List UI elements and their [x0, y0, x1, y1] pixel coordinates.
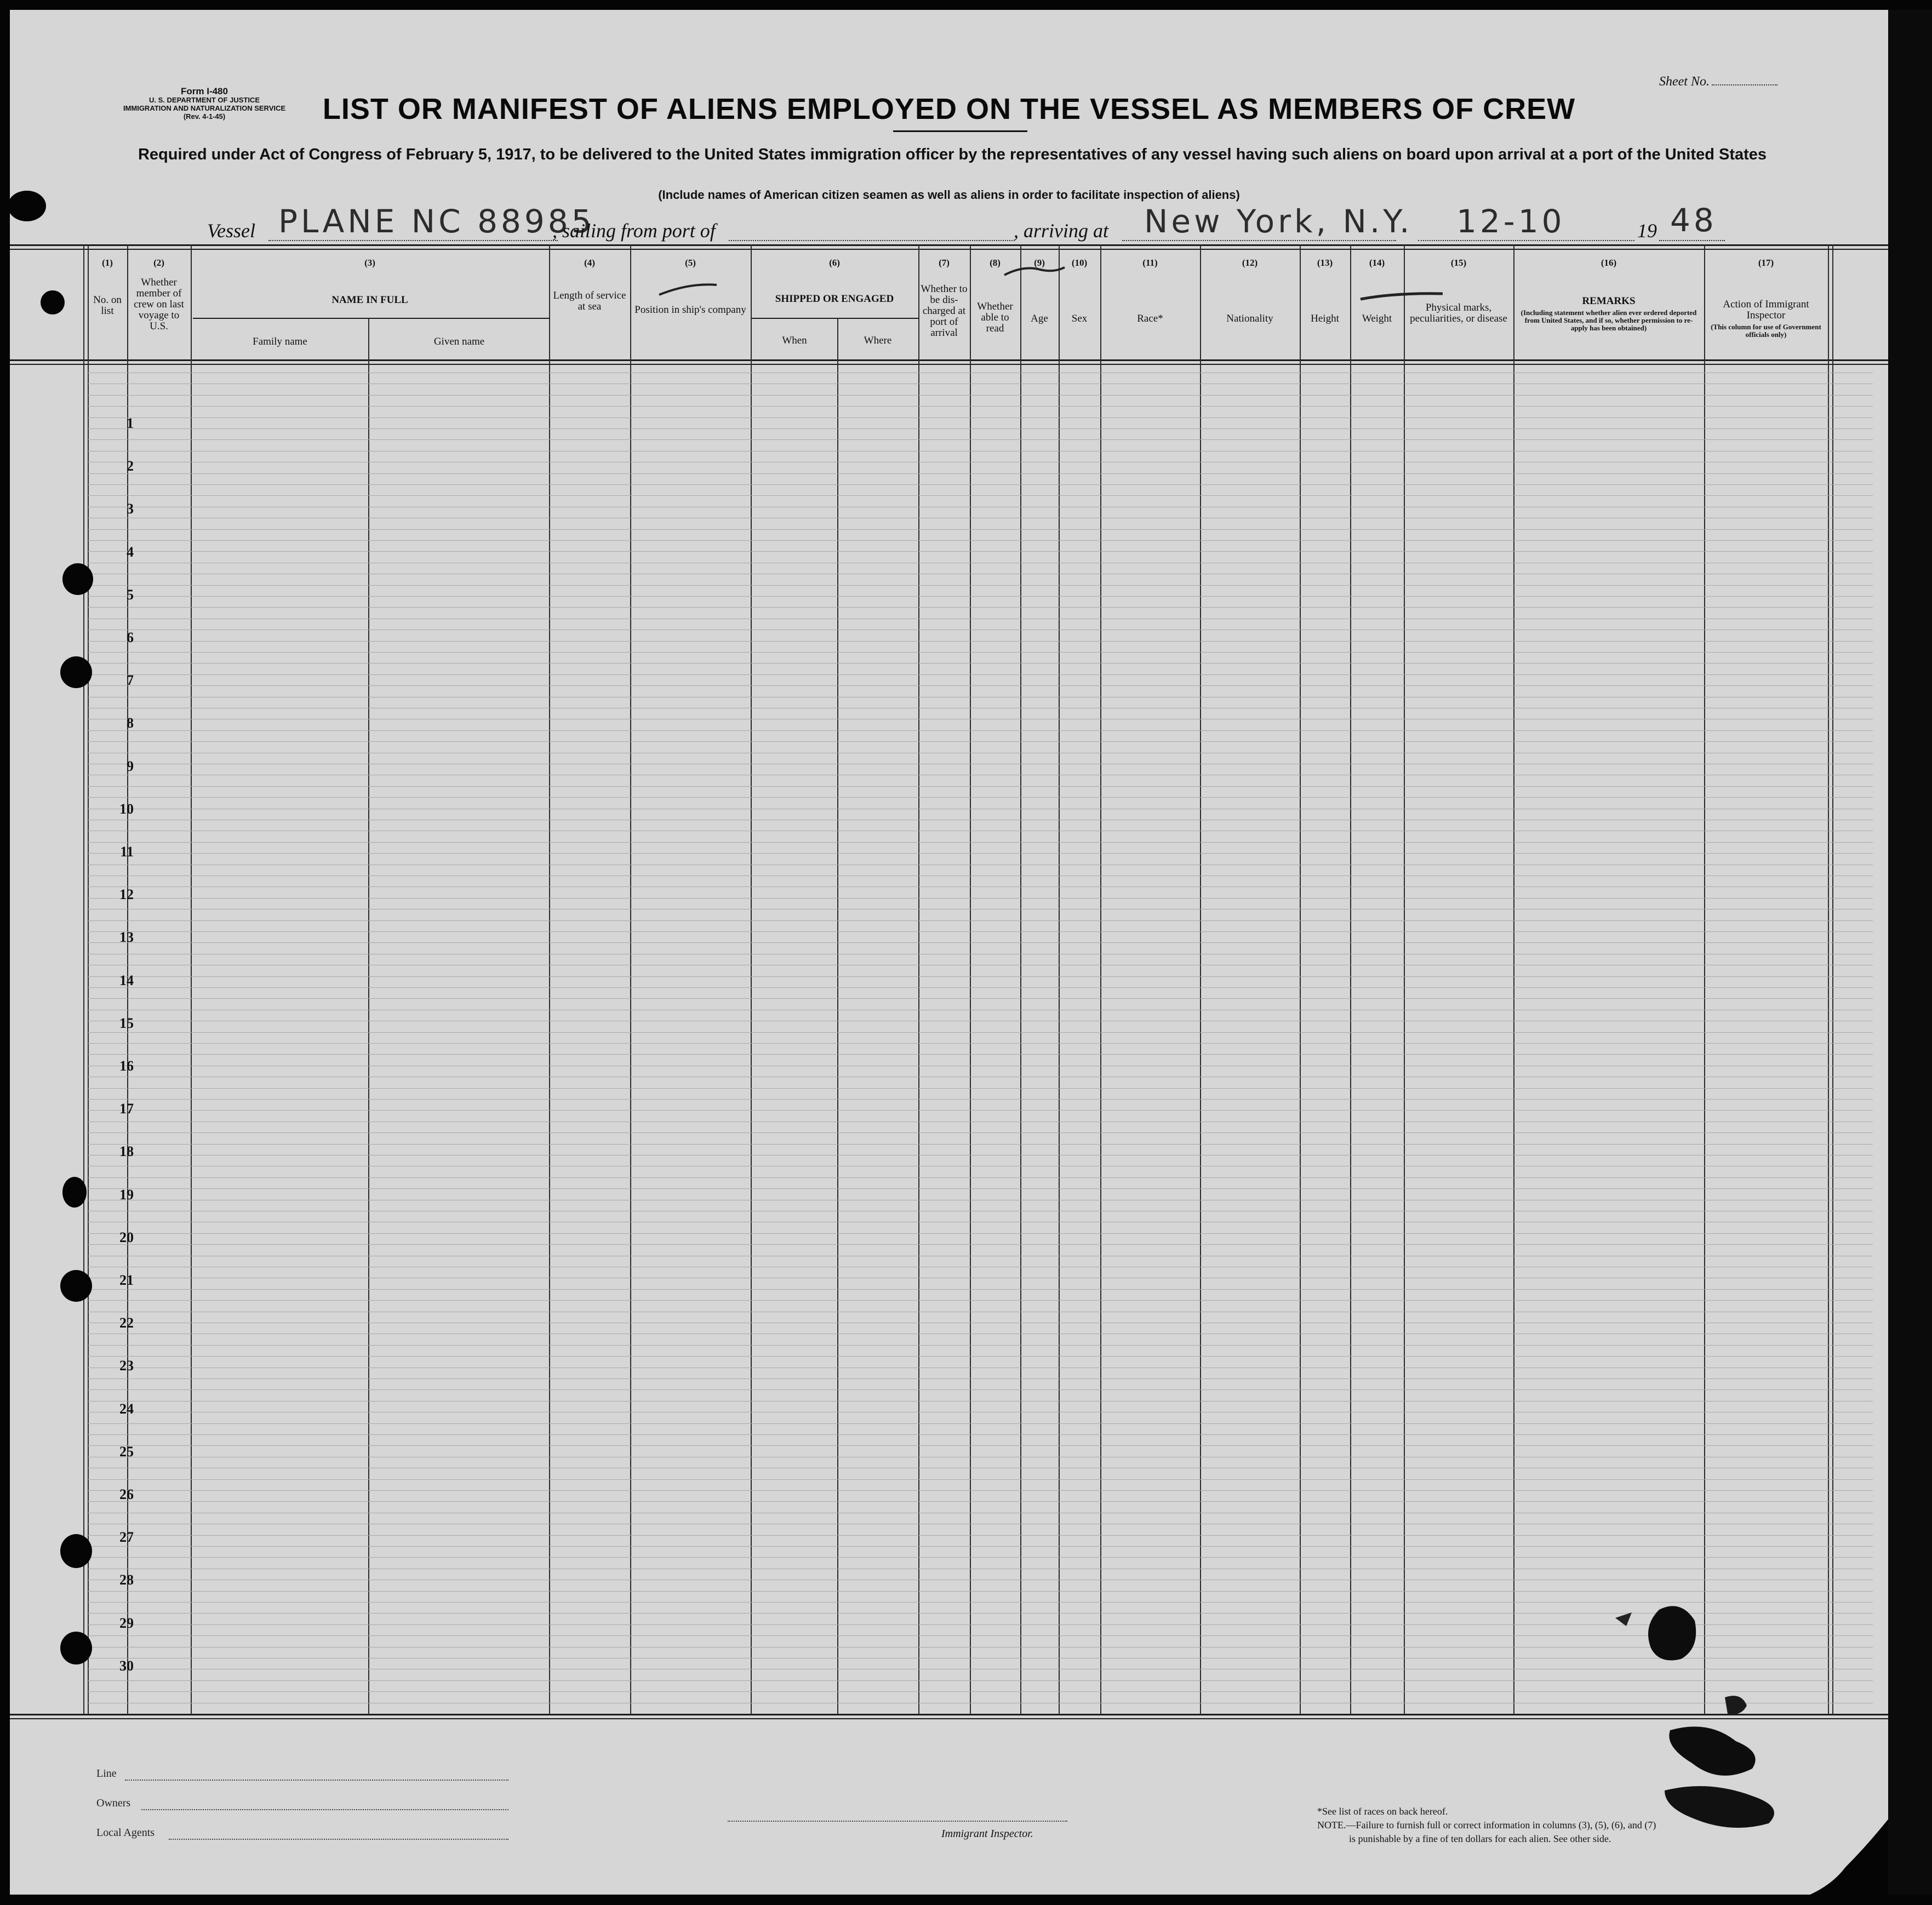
ruled-line [87, 1434, 1873, 1435]
col-line-9 [1059, 244, 1060, 1715]
col-line-8 [1020, 244, 1021, 1715]
header-family-name: Family name [253, 336, 307, 347]
ruled-line [87, 607, 1873, 608]
col-line-14 [1404, 244, 1405, 1715]
header-physical-marks: Physical marks, peculiarities, or disease [1410, 302, 1507, 324]
penalty-note-line-1: NOTE.—Failure to furnish full or correct information in columns (3), (5), (6), and (7) [1317, 1820, 1656, 1830]
punch-hole [41, 290, 65, 314]
row-number: 16 [119, 1058, 134, 1074]
owners-label: Owners [96, 1797, 131, 1809]
row-number: 5 [127, 586, 134, 603]
ruled-line [87, 1032, 1873, 1033]
col-line-17b [1832, 244, 1833, 1715]
ruled-line [87, 1490, 1873, 1491]
year-line [1659, 240, 1725, 241]
local-agents-label: Local Agents [96, 1827, 155, 1839]
inspector-signature-line[interactable] [728, 1821, 1067, 1822]
vessel-name-line [268, 240, 558, 241]
form-number: Form I-480 [181, 86, 228, 96]
col-line-6a [837, 318, 838, 1715]
ruled-line [87, 685, 1873, 686]
punch-hole [60, 1534, 92, 1568]
ruled-line [87, 853, 1873, 854]
row-number: 29 [119, 1615, 134, 1631]
shipped-subheader-rule [751, 318, 918, 319]
row-number: 1 [127, 415, 134, 431]
punch-hole [60, 1270, 92, 1302]
row-number: 21 [119, 1272, 134, 1288]
ruled-line [87, 1244, 1873, 1245]
col-line-13 [1350, 244, 1351, 1715]
name-subheader-rule [193, 318, 549, 319]
ruled-line [87, 730, 1873, 731]
col-line-3 [549, 244, 550, 1715]
row-number: 20 [119, 1229, 134, 1245]
ruled-line [87, 931, 1873, 932]
ruled-line [87, 1099, 1873, 1100]
header-age: Age [1031, 313, 1048, 324]
sheet-number-label: Sheet No. [1659, 75, 1710, 89]
col-line-15 [1513, 244, 1514, 1715]
vessel-name-handwritten[interactable]: PLANE NC 88985 [278, 203, 595, 240]
col-num-4: (4) [584, 258, 595, 268]
line-label: Line [96, 1767, 117, 1780]
col-num-15: (15) [1450, 258, 1467, 268]
row-number: 6 [127, 630, 134, 645]
col-line-4 [630, 244, 631, 1715]
local-agents-blank[interactable] [169, 1839, 508, 1840]
document-title: LIST OR MANIFEST OF ALIENS EMPLOYED ON THE VESSEL AS MEMBERS OF CREW [322, 93, 1576, 125]
row-number: 7 [127, 672, 134, 689]
ruled-line [87, 1345, 1873, 1346]
col-line-0 [83, 244, 84, 1715]
ruled-line [87, 674, 1873, 675]
ruled-line [87, 1233, 1873, 1234]
ruled-line [87, 551, 1873, 552]
ruled-line [87, 529, 1873, 530]
col-num-2: (2) [153, 258, 164, 268]
races-footnote: *See list of races on back hereof. [1317, 1806, 1448, 1817]
ruled-line [87, 495, 1873, 496]
row-number: 3 [127, 501, 134, 517]
ruled-line [87, 1054, 1873, 1055]
col-num-12: (12) [1242, 258, 1258, 268]
ruled-line [87, 987, 1873, 988]
row-number: 2 [127, 458, 134, 474]
ruled-line [87, 886, 1873, 887]
header-given-name: Given name [433, 336, 485, 347]
ruled-line [87, 786, 1873, 787]
header-sex: Sex [1071, 313, 1088, 324]
inspector-label: Immigrant Inspector. [941, 1828, 1033, 1840]
ruled-line [87, 741, 1873, 742]
header-no-on-list: No. on list [93, 294, 122, 317]
ruled-line [87, 1546, 1873, 1547]
header-inspector-note: (This column for use of Government officials only) [1711, 323, 1821, 339]
owners-blank[interactable] [141, 1809, 508, 1810]
document-subtitle: Required under Act of Congress of February 5, 1917, to be delivered to the United States immigration officer by the representatives of any vessel having such aliens on board upon arrival at a port of the United States [138, 146, 1767, 163]
ruled-line [87, 1501, 1873, 1502]
row-number: 24 [119, 1400, 134, 1417]
ruled-line [87, 976, 1873, 977]
col-line-3a [368, 318, 369, 1715]
header-able-to-read: Whether able to read [977, 301, 1013, 334]
col-num-3: (3) [364, 258, 375, 268]
col-num-6: (6) [829, 258, 840, 268]
col-num-13: (13) [1317, 258, 1333, 268]
scan-margin [1888, 10, 1932, 1895]
col-line-12 [1300, 244, 1301, 1715]
row-number: 13 [119, 929, 134, 946]
ruled-line [87, 1300, 1873, 1301]
ruled-line [87, 1289, 1873, 1290]
header-remarks-note: (Including statement whether alien ever ordered deported from United States, and if so, whether permission to re-apply has been obtained) [1521, 308, 1697, 332]
row-number: 22 [119, 1315, 134, 1331]
header-weight: Weight [1362, 313, 1392, 324]
vessel-label: Vessel [207, 220, 255, 242]
col-line-0b [88, 244, 89, 1715]
col-line-10 [1100, 244, 1101, 1715]
header-name-in-full: NAME IN FULL [331, 294, 408, 306]
table-top-rule-2 [10, 249, 1888, 250]
header-discharged: Whether to be dis- charged at port of arrival [921, 283, 968, 339]
col-num-9: (9) [1034, 258, 1045, 268]
punch-hole [10, 191, 46, 221]
header-height: Height [1311, 313, 1339, 324]
header-position: Position in ship's company [635, 304, 746, 316]
col-line-16 [1704, 244, 1705, 1715]
col-line-6 [918, 244, 919, 1715]
ruled-line [87, 1188, 1873, 1189]
ruled-line [87, 1043, 1873, 1044]
ruled-line [87, 842, 1873, 843]
manifest-sheet [10, 10, 1888, 1895]
ruled-line [87, 920, 1873, 921]
service-name: IMMIGRATION AND NATURALIZATION SERVICE [123, 104, 286, 112]
ruled-line [87, 1423, 1873, 1424]
department-name: U. S. DEPARTMENT OF JUSTICE [149, 96, 260, 104]
row-number: 15 [119, 1015, 134, 1031]
arrival-date-handwritten[interactable]: 12-10 [1456, 203, 1565, 240]
col-num-16: (16) [1601, 258, 1617, 268]
header-bottom-rule-2 [10, 364, 1888, 365]
col-num-11: (11) [1142, 258, 1158, 268]
col-line-5 [751, 244, 752, 1715]
ruled-line [87, 797, 1873, 798]
ruled-line [87, 1557, 1873, 1558]
arrival-date-line [1418, 240, 1634, 241]
col-num-8: (8) [990, 258, 1001, 268]
line-blank[interactable] [125, 1780, 508, 1781]
ruled-line [87, 439, 1873, 440]
punch-hole [62, 563, 93, 595]
torn-edge [1796, 1818, 1888, 1895]
ruled-line [87, 942, 1873, 943]
header-bottom-rule [10, 359, 1888, 361]
ruled-line [87, 1389, 1873, 1390]
checkmark-read-age [1002, 264, 1067, 281]
title-underline [893, 130, 1027, 132]
arrival-port-line [1122, 240, 1396, 241]
ruled-line [87, 998, 1873, 999]
col-num-7: (7) [939, 258, 950, 268]
sailing-port-line[interactable] [729, 240, 1015, 241]
col-num-5: (5) [685, 258, 696, 268]
col-line-7 [970, 244, 971, 1715]
header-length-of-service: Length of service at sea [553, 290, 626, 312]
col-num-10: (10) [1071, 258, 1088, 268]
row-number: 28 [119, 1572, 134, 1588]
header-crew-last-voyage: Whether member of crew on last voyage to U.S. [134, 277, 184, 332]
col-line-2 [191, 244, 192, 1715]
row-number: 26 [119, 1486, 134, 1502]
table-top-rule [10, 244, 1888, 246]
row-number: 27 [119, 1529, 134, 1546]
punch-hole [60, 1632, 92, 1664]
ruled-line [87, 1132, 1873, 1133]
row-number: 17 [119, 1101, 134, 1117]
year-prefix: 19 [1637, 220, 1657, 242]
col-num-1: (1) [102, 258, 113, 268]
row-number: 9 [127, 758, 134, 774]
ruled-line [87, 406, 1873, 407]
row-number: 30 [119, 1657, 134, 1674]
col-num-14: (14) [1369, 258, 1385, 268]
row-number: 10 [119, 800, 134, 817]
row-number: 25 [119, 1443, 134, 1460]
arriving-at-label: , arriving at [1014, 220, 1109, 242]
ruled-line [87, 1110, 1873, 1111]
header-remarks: REMARKS [1582, 295, 1636, 307]
ruled-line [87, 1378, 1873, 1379]
ruled-line [87, 540, 1873, 541]
ruled-line [87, 596, 1873, 597]
ruled-line [87, 1144, 1873, 1145]
checkmark-weight [1358, 288, 1445, 305]
ruled-line [87, 898, 1873, 899]
ruled-line [87, 1479, 1873, 1480]
punch-hole [60, 656, 92, 688]
ruled-line [87, 473, 1873, 474]
ruled-line [87, 585, 1873, 586]
ruled-line [87, 652, 1873, 653]
sheet-number-blank[interactable] [1712, 84, 1777, 85]
sheet-number-field[interactable] [1659, 75, 1777, 89]
ruled-line [87, 1535, 1873, 1536]
instruction-note: (Include names of American citizen seamen as well as aliens in order to facilitate inspection of aliens) [658, 188, 1240, 202]
ruled-line [87, 641, 1873, 642]
sailing-from-label: , sailing from port of [552, 220, 716, 242]
ruled-line [87, 428, 1873, 429]
penalty-note-line-2: is punishable by a fine of ten dollars for each alien. See other side. [1349, 1833, 1611, 1844]
row-number: 4 [127, 544, 134, 560]
row-number: 14 [119, 972, 134, 988]
row-number: 18 [119, 1143, 134, 1160]
form-revision: (Rev. 4-1-45) [183, 112, 226, 121]
col-num-17: (17) [1758, 258, 1774, 268]
arrival-port-handwritten[interactable]: New York, N.Y. [1144, 203, 1413, 240]
ruled-line [87, 484, 1873, 485]
ruled-line [87, 1445, 1873, 1446]
header-when: When [782, 335, 807, 346]
ruled-line [87, 1356, 1873, 1357]
header-where: Where [864, 335, 892, 346]
row-number: 8 [127, 715, 134, 731]
ruled-line [87, 1177, 1873, 1178]
header-shipped-engaged: SHIPPED OR ENGAGED [775, 293, 894, 305]
row-number: 11 [120, 844, 134, 860]
checkmark-position [656, 278, 722, 300]
header-inspector-action: Action of Immigrant Inspector [1723, 299, 1809, 321]
row-number: 23 [119, 1358, 134, 1374]
ruled-line [87, 417, 1873, 418]
year-handwritten[interactable]: 48 [1670, 202, 1717, 239]
col-line-17 [1828, 244, 1829, 1715]
header-race: Race* [1137, 313, 1163, 324]
ruled-line [87, 1088, 1873, 1089]
ruled-line [87, 395, 1873, 396]
header-nationality: Nationality [1226, 313, 1273, 324]
row-number: 12 [119, 886, 134, 903]
row-number: 19 [119, 1186, 134, 1203]
punch-hole [62, 1177, 87, 1208]
col-line-11 [1200, 244, 1201, 1715]
